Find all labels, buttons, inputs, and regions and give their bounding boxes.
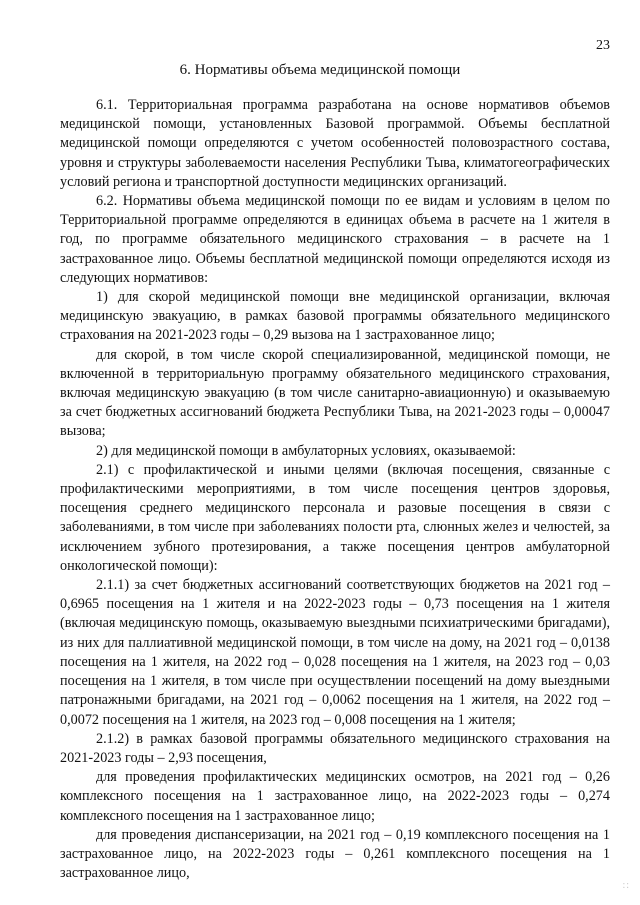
document-body	[60, 96, 610, 883]
paragraph-preventive-exams: для проведения профилактических медицинских осмотров, на 2021 год – 0,26 комплексного посещения на 1 застрахованное лицо, на 2022-2023 годы – 0,274 комплексного посещения на 1 застрахованное лицо;	[60, 769, 610, 824]
paragraph-dispensary: для проведения диспансеризации, на 2021 год – 0,19 комплексного посещения на 1 застрахованное лицо, на 2022-2023 годы – 0,261 комплексного посещения на 1 застрахованное лицо,	[60, 826, 610, 882]
page-number: 23	[596, 38, 610, 53]
paragraph-emergency-budget: для скорой, в том числе скорой специализированной, медицинской помощи, не включенной в территориальную программу обязательного медицинского страхования, включая медицинскую эвакуацию (в том числе санитарно-авиационную) и оказываемую за счет бюджетных ассигнований бюджета Республики Тыва, на 2021-2023 годы – 0,00047 вызова;	[60, 346, 610, 440]
section-title: 6. Нормативы объема медицинской помощи	[179, 62, 461, 78]
paragraph-item-2-1-1: 2.1.1) за счет бюджетных ассигнований соответствующих бюджетов на 2021 год – 0,6965 посещения на 1 жителя и на 2022-2023 годы – 0,73 посещения на 1 жителя (включая медицинскую помощь, оказываемую выездными психиатрическими бригадами), из них для паллиативной медицинской помощи, в том числе на дому, на 2021 год – 0,0138 посещения на 1 жителя, на 2022 год – 0,028 посещения на 1 жителя, на 2023 год – 0,03 посещения на 1 жителя, в том числе при осуществлении посещений на дому выездными патронажными бригадами, на 2021 год – 0,0062 посещения на 1 жителя, на 2022 год – 0,0072 посещения на 1 жителя, на 2023 год – 0,008 посещения на 1 жителя;	[60, 577, 610, 728]
paragraph-item-1: 1) для скорой медицинской помощи вне медицинской организации, включая медицинскую эвакуацию, в рамках базовой программы обязательного медицинского страхования на 2021-2023 годы – 0,29 вызова на 1 застрахованное лицо;	[60, 289, 610, 344]
paragraph-item-2: 2) для медицинской помощи в амбулаторных условиях, оказываемой:	[96, 442, 516, 459]
paragraph-6-1: 6.1. Территориальная программа разработана на основе нормативов объемов медицинской помощи, установленных Базовой программой. Объемы бесплатной медицинской помощи определяются с учетом особенностей половозрастного состава, уровня и структуры заболеваемости населения Республики Тыва, климатогеографических условий региона и транспортной доступности медицинских организаций.	[60, 97, 610, 190]
scan-artifact-mark: ::	[622, 880, 630, 891]
paragraph-6-2: 6.2. Нормативы объема медицинской помощи по ее видам и условиям в целом по Территориальной программе определяются в единицах объема в расчете на 1 жителя в год, по программе обязательного медицинского страхования – в расчете на 1 застрахованное лицо. Объемы бесплатной медицинской помощи определяются исходя из следующих нормативов:	[60, 193, 610, 286]
paragraph-item-2-1-2: 2.1.2) в рамках базовой программы обязательного медицинского страхования на 2021-2023 годы – 2,93 посещения,	[60, 730, 610, 766]
paragraph-item-2-1: 2.1) с профилактической и иными целями (включая посещения, связанные с профилактическими мероприятиями, в том числе посещения центров здоровья, посещения среднего медицинского персонала и разовые посещения в связи с заболеваниями, в том числе при заболеваниях полости рта, слюнных желез и челюстей, за исключением зубного протезирования, а также посещения центров амбулаторной онкологической помощи):	[60, 461, 610, 574]
